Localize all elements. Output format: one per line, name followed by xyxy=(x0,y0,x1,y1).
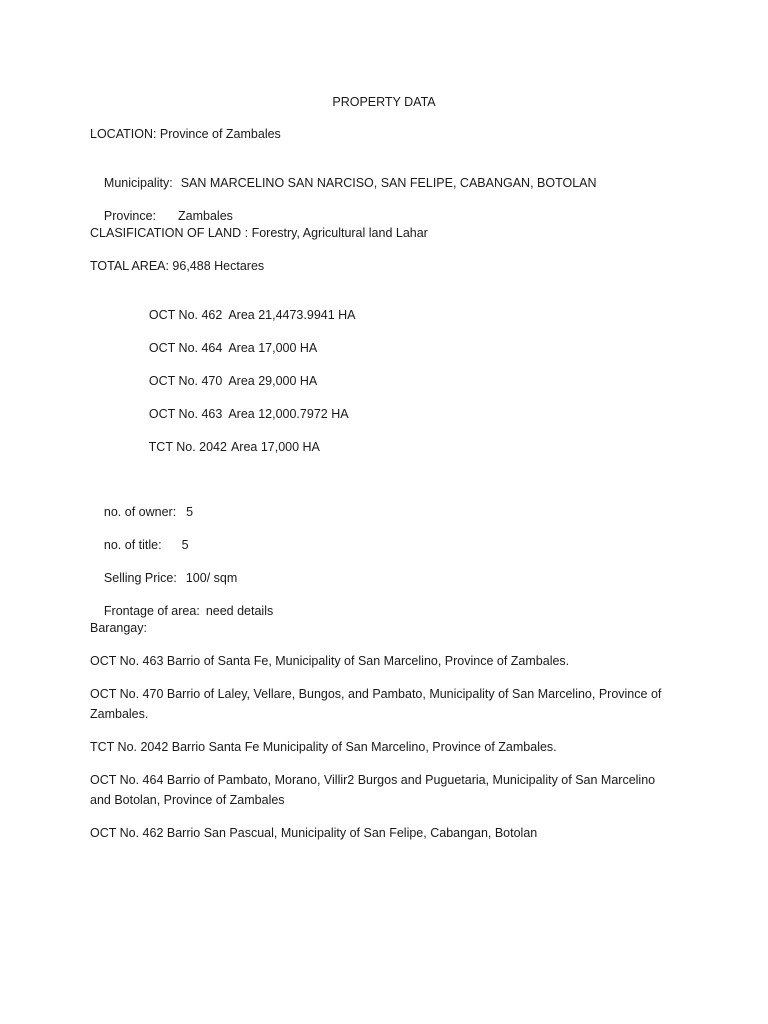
barangay-entry: OCT No. 464 Barrio of Pambato, Morano, Villir2 Burgos and Puguetaria, Municipality of San Marcelino and Botolan, Province of Zambales xyxy=(90,773,656,807)
title-area: Area 17,000 HA xyxy=(230,440,320,454)
barangay-entry: TCT No. 2042 Barrio Santa Fe Municipality of San Marcelino, Province of Zambales. xyxy=(90,740,557,754)
title-number: OCT No. 470 xyxy=(148,374,223,388)
title-area: Area 21,4473.9941 HA xyxy=(228,308,356,322)
total-area-line: TOTAL AREA: 96,488 Hectares xyxy=(90,259,265,273)
owner-count-label: no. of owner: xyxy=(103,505,177,519)
selling-price-value: 100/ sqm xyxy=(185,571,238,585)
barangay-entry: OCT No. 462 Barrio San Pascual, Municipality of San Felipe, Cabangan, Botolan xyxy=(90,826,538,840)
barangay-entry: OCT No. 470 Barrio of Laley, Vellare, Bungos, and Pambato, Municipality of San Marcelino, Province of Zambales. xyxy=(90,687,662,721)
title-area: Area 12,000.7972 HA xyxy=(228,407,349,421)
frontage-label: Frontage of area: xyxy=(103,604,200,618)
municipality-label: Municipality: xyxy=(103,176,173,190)
title-count-value: 5 xyxy=(181,538,189,552)
location-line: LOCATION: Province of Zambales xyxy=(90,127,281,141)
municipality-value: SAN MARCELINO SAN NARCISO, SAN FELIPE, CABANGAN, BOTOLAN xyxy=(180,176,597,190)
title-area: Area 29,000 HA xyxy=(228,374,318,388)
barangay-entry: OCT No. 463 Barrio of Santa Fe, Municipality of San Marcelino, Province of Zambales. xyxy=(90,654,570,668)
title-number: OCT No. 462 xyxy=(148,308,223,322)
page-title: PROPERTY DATA xyxy=(332,95,436,109)
owner-count-value: 5 xyxy=(186,505,194,519)
province-value: Zambales xyxy=(178,209,233,223)
barangay-label: Barangay: xyxy=(90,621,147,635)
title-number: TCT No. 2042 xyxy=(148,440,227,454)
title-count-label: no. of title: xyxy=(103,538,162,552)
title-area-item xyxy=(135,423,320,471)
province-label: Province: xyxy=(103,209,157,223)
selling-price-label: Selling Price: xyxy=(103,571,177,585)
title-area: Area 17,000 HA xyxy=(228,341,318,355)
classification-line: CLASIFICATION OF LAND : Forestry, Agricultural land Lahar xyxy=(90,226,428,240)
title-number: OCT No. 464 xyxy=(148,341,223,355)
frontage-value: need details xyxy=(205,604,274,618)
title-number: OCT No. 463 xyxy=(148,407,223,421)
